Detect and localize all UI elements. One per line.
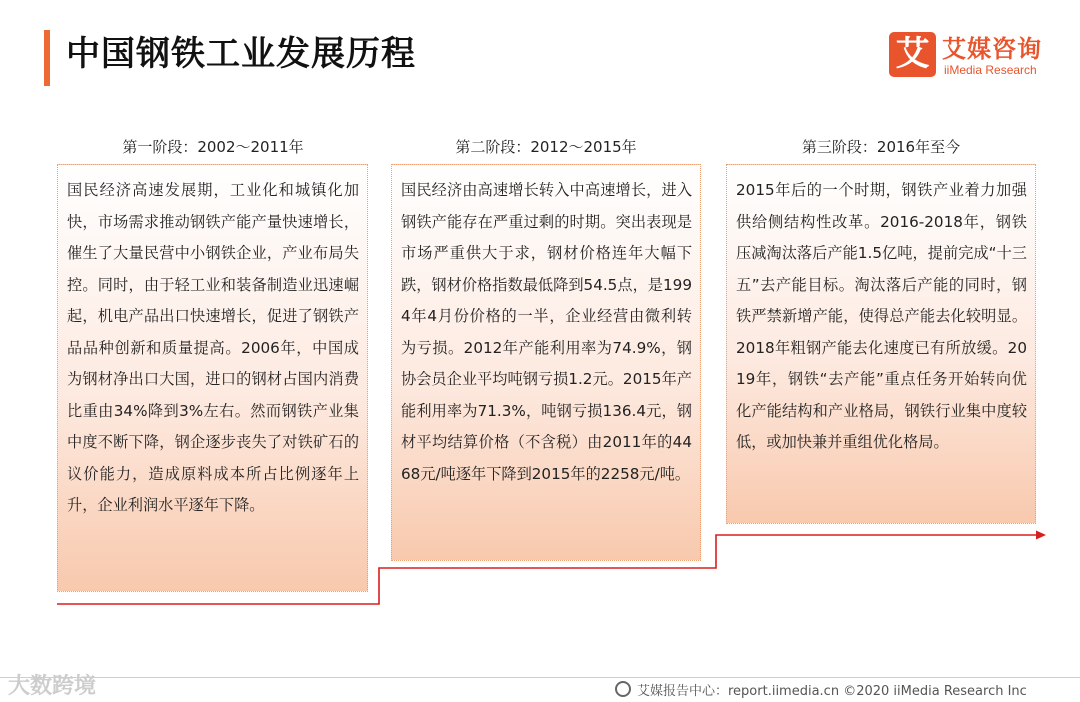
page-title: 中国钢铁工业发展历程 (66, 34, 416, 74)
footer-divider (0, 677, 1080, 678)
footer-source: 艾媒报告中心：report.iimedia.cn ©2020 iiMedia Research Inc (637, 684, 1027, 699)
globe-icon (615, 681, 631, 697)
logo-name-en: iiMedia Research (944, 63, 1037, 77)
timeline-arrowhead-icon (1036, 531, 1046, 540)
logo-mark-icon: 艾 (889, 32, 936, 77)
stage-1-box (57, 164, 368, 592)
stage-3-text: 2015年后的一个时期，钢铁产业着力加强供给侧结构性改革。2016-2018年，钢铁压减淘汰落后产能1.5亿吨，提前完成“十三五”去产能目标。淘汰落后产能的同时，钢铁严禁新增产能，使得总产能去化较明显。2018年粗钢产能去化速度已有所放缓。2019年，钢铁“去产能”重点任务开始转向优化产能结构和产业格局，钢铁行业集中度较低，或加快兼并重组优化格局。 (736, 181, 1027, 451)
stage-3-box (726, 164, 1036, 524)
stage-2-text: 国民经济由高速增长转入中高速增长，进入钢铁产能存在严重过剩的时期。突出表现是市场严重供大于求，钢材价格连年大幅下跌，钢材价格指数最低降到54.5点，是1994年4月份价格的一半，企业经营由微利转为亏损。2012年产能利用率为74.9%，钢协会员企业平均吨钢亏损1.2元。2015年产能利用率为71.3%，吨钢亏损136.4元，钢材平均结算价格（不含税）由2011年的4468元/吨逐年下降到2015年的2258元/吨。 (401, 181, 692, 483)
watermark: 大数跨境 (8, 674, 97, 699)
stage-1-title: 第一阶段：2002～2011年 (122, 138, 304, 156)
title-accent-bar (44, 30, 50, 86)
stage-2-box (391, 164, 701, 561)
iimedia-logo (889, 29, 1059, 81)
logo-name-cn: 艾媒咨询 (942, 35, 1042, 63)
stage-2-title: 第二阶段：2012～2015年 (455, 138, 637, 156)
stage-3-title: 第三阶段：2016年至今 (801, 138, 961, 156)
stage-1-text: 国民经济高速发展期，工业化和城镇化加快，市场需求推动钢铁产能产量快速增长，催生了大量民营中小钢铁企业，产业布局失控。同时，由于轻工业和装备制造业迅速崛起，机电产品出口快速增长，促进了钢铁产品品种创新和质量提高。2006年，中国成为钢材净出口大国，进口的钢材占国内消费比重由34%降到3%左右。然而钢铁产业集中度不断下降，钢企逐步丧失了对铁矿石的议价能力，造成原料成本所占比例逐年上升，企业利润水平逐年下降。 (67, 181, 359, 514)
